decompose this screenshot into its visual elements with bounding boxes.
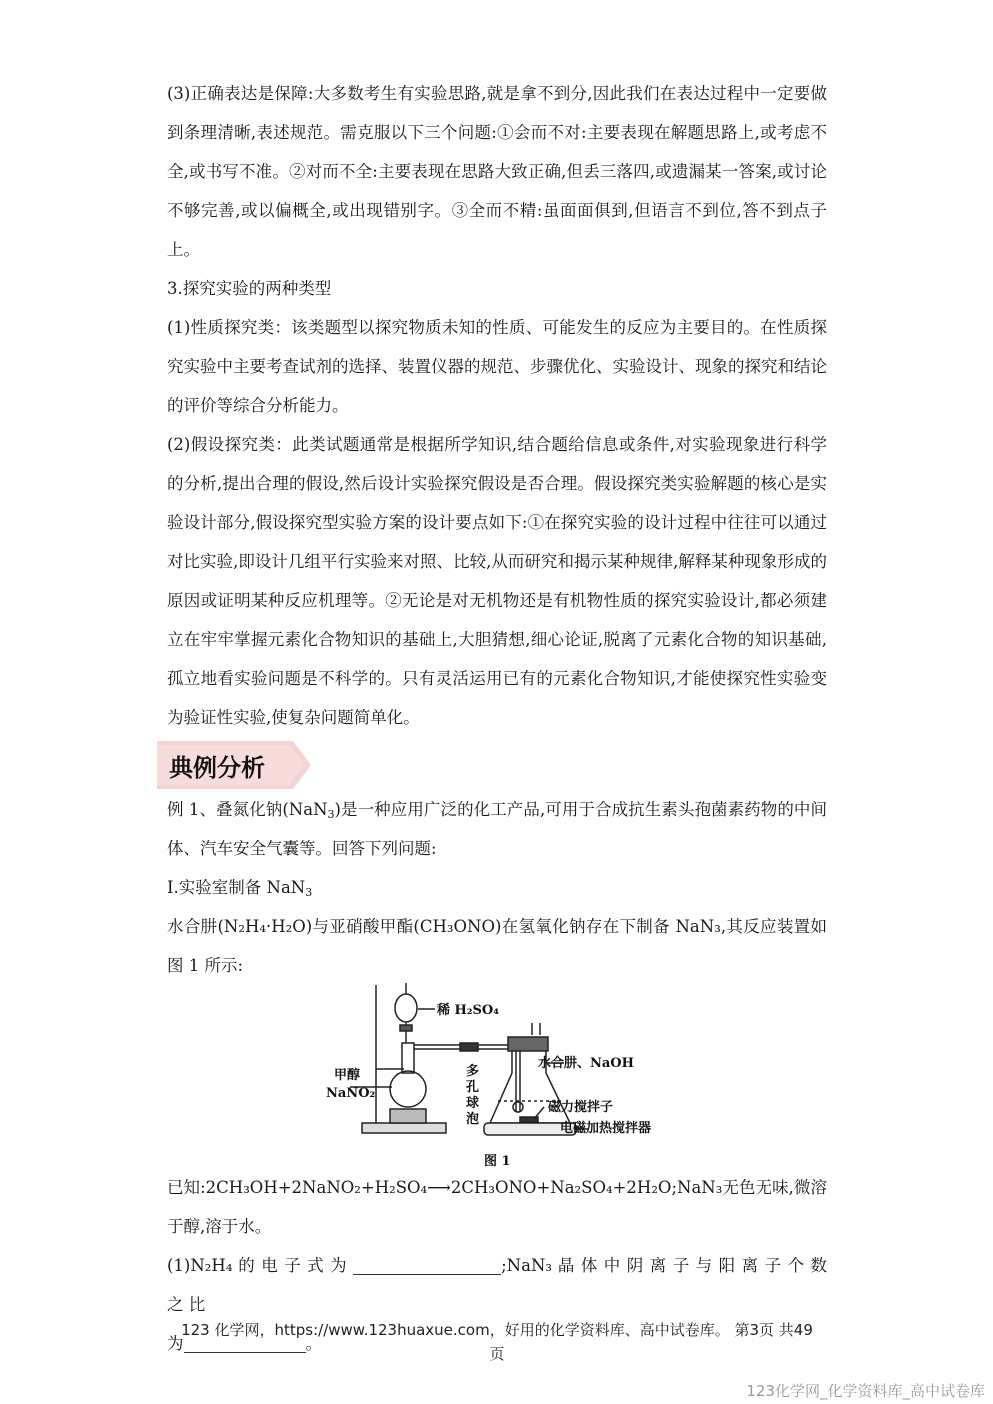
banner-title: 典例分析	[169, 754, 265, 782]
label-bubble-3: 球	[466, 1096, 480, 1111]
label-bubble-2: 孔	[466, 1080, 480, 1095]
reaction-description: 水合肼(N₂H₄·H₂O)与亚硝酸甲酯(CH₃ONO)在氢氧化钠存在下制备 NaN₃,其反应装置如图 1 所示:	[167, 917, 827, 975]
page-footer	[167, 1318, 827, 1366]
body-text-top	[167, 74, 827, 737]
label-nano2: NaNO₂	[326, 1086, 376, 1101]
part-heading-subscript: 3	[305, 886, 313, 899]
apparatus-drawing	[320, 983, 680, 1173]
paragraph-property-inquiry: (1)性质探究类：该类题型以探究物质未知的性质、可能发生的反应为主要目的。在性质探究实验中主要考查试剂的选择、装置仪器的规范、步骤优化、实验设计、现象的探究和结论的评价等综合分析能力。	[167, 318, 827, 415]
apparatus-figure	[320, 983, 680, 1173]
label-bubble-1: 多	[466, 1064, 480, 1079]
part-heading-text: I.实验室制备 NaN	[167, 878, 306, 897]
label-hydrazine: 水合肼、NaOH	[538, 1056, 634, 1071]
part-heading	[167, 868, 827, 907]
question-1-part-a: (1)N₂H₄ 的 电 子 式 为	[167, 1256, 348, 1275]
section-banner	[157, 741, 311, 789]
example-intro	[167, 790, 827, 868]
paragraph-correct-expression: (3)正确表达是保障:大多数考生有实验思路,就是拿不到分,因此我们在表达过程中一定要做到条理清晰,表述规范。需克服以下三个问题:①会而不对:主要表现在解题思路上,或考虑不全,或书写不准。②对而不全:主要表现在思路大致正确,但丢三落四,或遗漏某一答案,或讨论不够完善,或以偏概全,或出现错别字。③全而不精:虽面面俱到,但语言不到位,答不到点子上。	[167, 84, 827, 259]
question-1-end: 。	[305, 1334, 322, 1353]
question-1-part-c: 为	[167, 1334, 184, 1353]
intro-part-b: )是一种应用广泛的化工产品,可用于合成抗生素头孢菌素药物的中间体、汽车安全气囊等。回答下列问题:	[167, 800, 827, 858]
label-bubble-4: 泡	[466, 1112, 480, 1127]
figure-caption: 图 1	[484, 1154, 511, 1169]
label-stirbar: 磁力搅拌子	[548, 1100, 614, 1115]
label-acid: 稀 H₂SO₄	[437, 1003, 499, 1018]
label-heater: 电磁加热搅拌器	[560, 1121, 652, 1136]
question-1-part-b: ;NaN₃ 晶 体 中 阴 离 子 与 阳 离 子 个 数 之 比	[167, 1256, 827, 1314]
paragraph-hypothesis-inquiry: (2)假设探究类：此类试题通常是根据所学知识,结合题给信息或条件,对实验现象进行科学的分析,提出合理的假设,然后设计实验探究假设是否合理。假设探究类实验解题的核心是实验设计部分,假设探究型实验方案的设计要点如下:①在探究实验的设计过程中往往可以通过对比实验,即设计几组平行实验来对照、比较,从而研究和揭示某种规律,解释某种现象形成的原因或证明某种反应机理等。②无论是对无机物还是有机物性质的探究实验设计,都必须建立在牢牢掌握元素化合物知识的基础上,大胆猜想,细心论证,脱离了元素化合物的知识基础,孤立地看实验问题是不科学的。只有灵活运用已有的元素化合物知识,才能使探究性实验变为验证性实验,使复杂问题简单化。	[167, 435, 827, 727]
site-watermark: 123化学网_化学资料库_高中试卷库	[746, 1382, 985, 1400]
footer-line-2: 页	[489, 1345, 505, 1363]
heading-two-types: 3.探究实验的两种类型	[167, 279, 332, 298]
footer-line-1: 123 化学网，https://www.123huaxue.com，好用的化学资料库、高中试卷库。 第3页 共49	[181, 1321, 813, 1339]
example-text	[167, 790, 827, 985]
intro-part-a: 例 1、叠氮化钠(NaN	[167, 800, 328, 819]
label-methanol: 甲醇	[334, 1068, 361, 1083]
answer-blank-electron-formula[interactable]	[353, 1256, 501, 1275]
intro-subscript: 3	[327, 808, 335, 821]
known-reaction: 已知:2CH₃OH+2NaNO₂+H₂SO₄⟶2CH₃ONO+Na₂SO₄+2H₂O;NaN₃无色无味,微溶于醇,溶于水。	[167, 1178, 827, 1236]
